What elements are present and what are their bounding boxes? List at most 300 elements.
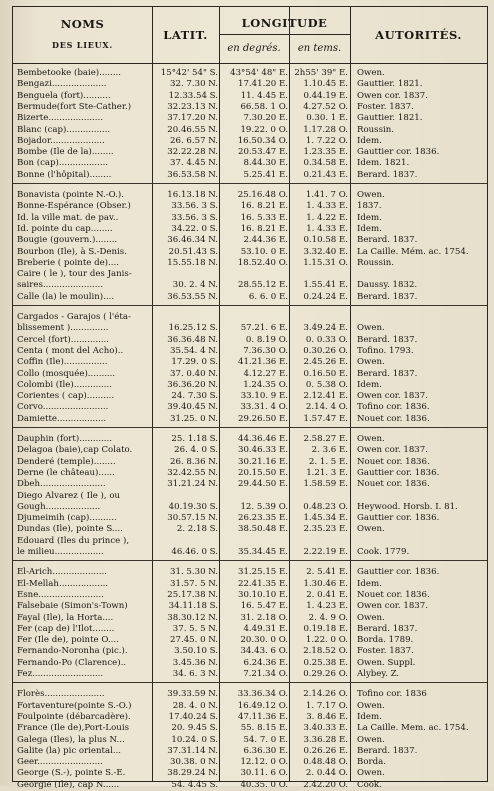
longitude-degrees: 26.23.35 E. [237, 513, 288, 524]
table-row [13, 213, 487, 224]
place-name: El-Arich.................... [17, 567, 107, 578]
latitude: 28. 4. 0 N. [172, 700, 218, 711]
latitude: 33.56. 3 S. [171, 201, 218, 212]
longitude-degrees: 20.30. 0 O. [240, 635, 288, 646]
longitude-time: 0.30.26 O. [303, 345, 348, 356]
place-name: Benguela (fort).......... [17, 90, 111, 101]
place-name: Djumeimih (cap).......... [17, 513, 117, 524]
place-name: Calle (la) le moulin).... [17, 291, 115, 302]
longitude-time: 2.58.27 E. [303, 434, 348, 444]
authority: Berard. 1837. [357, 623, 418, 634]
table-row [13, 579, 487, 590]
place-name: Bourbon (Ile), à S.-Denis. [17, 246, 127, 257]
longitude-degrees: 16.50.34 O. [237, 135, 288, 146]
longitude-time: 1.45.34 E. [303, 513, 348, 524]
place-name: Colombi (Ile).............. [17, 379, 112, 390]
latitude: 39.40.45 N. [167, 402, 218, 413]
longitude-time: 1.55.41 E. [303, 280, 348, 291]
table-row [13, 68, 487, 79]
latitude: 30.38. 0 N. [170, 757, 218, 768]
longitude-time: 1.17.28 O. [303, 124, 348, 135]
latitude: 36.36.20 N. [167, 379, 218, 390]
authority: Roussin. [357, 124, 395, 135]
latitude: 54. 4.45 S. [171, 779, 218, 790]
authority: Owen. [357, 612, 385, 623]
longitude-time: 0.48.48 O. [303, 757, 348, 768]
table-row [13, 79, 487, 90]
place-name: Fez.......................... [17, 669, 104, 679]
longitude-time: 4.27.52 O. [303, 101, 348, 112]
table-row [13, 102, 487, 113]
table-row [13, 335, 487, 346]
longitude-time: 1.21. 3 E. [306, 467, 348, 478]
place-name: Dundas (Ile), pointe S.... [17, 524, 123, 535]
longitude-time: 0.34.58 E. [303, 158, 348, 169]
latitude: 30.57.15 N. [167, 513, 218, 524]
longitude-time: 1.57.47 E. [303, 413, 348, 424]
authority: Owen cor. 1837. [357, 445, 428, 456]
place-name: El-Mellah.................. [17, 578, 109, 589]
authority: Alybey. Z. [357, 669, 400, 679]
place-name: Id. la ville mat. de pav.. [17, 212, 119, 223]
longitude-degrees: 35.34.45 E. [237, 547, 288, 557]
longitude-subheader-divider [219, 34, 350, 35]
place-name: Bizerte.................... [17, 113, 103, 124]
longitude-degrees: 40.35. 0 O. [240, 779, 288, 790]
longitude-time: 1.58.59 E. [303, 479, 348, 490]
place-name: Breberie ( pointe de).... [17, 257, 119, 268]
longitude-time: 0.30. 1 E. [306, 113, 348, 124]
longitude-time: 1.15.31 O. [303, 257, 348, 268]
longitude-degrees: 44.36.46 E. [237, 434, 288, 444]
authority: Owen cor. 1837. [357, 391, 428, 402]
latitude: 36.53.55 N. [167, 291, 218, 302]
table-row [13, 646, 487, 657]
latitude: 2. 2.18 S. [176, 524, 218, 535]
longitude-degrees: 6. 6. 0 E. [248, 291, 288, 302]
latitude: 3.50.10 S. [174, 646, 218, 657]
latitude: 15.55.18 N. [167, 257, 218, 268]
longitude-time: 1.30.46 E. [303, 578, 348, 589]
place-name: Galega (Iles), la plus N... [17, 734, 125, 745]
place-name: Coffin (Ile)................ [17, 357, 108, 368]
longitude-time: 0.29.26 O. [303, 669, 348, 679]
longitude-time: 2.35.23 E. [303, 524, 348, 535]
authority: Berard. 1837. [357, 169, 418, 180]
latitude: 34.22. 0 S. [171, 223, 218, 234]
authority: Owen cor. 1837. [357, 90, 428, 101]
table-row [13, 468, 487, 479]
longitude-degrees: 6.24.36 E. [243, 657, 288, 668]
authority: Owen. [357, 768, 385, 779]
authority: Owen. [357, 190, 385, 200]
place-name: Foulpointe (débarcadère). [17, 711, 131, 722]
longitude-degrees: 16.49.12 O. [237, 700, 288, 711]
latitude: 26. 4. 0 S. [174, 445, 218, 456]
longitude-time: 0.24.24 E. [303, 291, 348, 302]
table-row [13, 312, 487, 323]
longitude-time: 2. 4. 9 O. [308, 612, 348, 623]
table-row [13, 567, 487, 578]
longitude-time: 2. 0.41 E. [306, 589, 348, 600]
longitude-time: 2.18.52 O. [303, 646, 348, 657]
authority: Berard. 1837. [357, 368, 418, 379]
authority: Owen. [357, 323, 385, 334]
longitude-degrees: 17.41.20 E. [237, 79, 288, 90]
longitude-degrees: 25.16.48 O. [237, 190, 288, 200]
longitude-degrees: 22.41.35 E. [237, 578, 288, 589]
longitude-degrees: 16. 8.21 E. [240, 201, 288, 212]
longitude-degrees: 7.30.20 E. [243, 113, 288, 124]
latitude: 31. 5.30 N. [170, 567, 218, 578]
table-row [13, 780, 487, 791]
place-name: George (S.-), pointe S.-E. [17, 768, 126, 779]
longitude-time: 2.12.41 E. [303, 391, 348, 402]
latitude: 26. 6.57 N. [170, 135, 218, 146]
table-row [13, 125, 487, 136]
table-row [13, 590, 487, 601]
table-row [13, 258, 487, 269]
longitude-time: 2.22.19 E. [303, 547, 348, 557]
longitude-time: 0.26.26 E. [303, 745, 348, 756]
place-name: Damiette.................. [17, 413, 107, 424]
table-row [13, 280, 487, 291]
longitude-time: 2. 1. 5 E. [308, 456, 348, 467]
section-divider [13, 183, 487, 184]
latitude: 37.17.20 N. [167, 113, 218, 124]
table-row [13, 746, 487, 757]
latitude: 36.46.34 N. [167, 235, 218, 246]
latitude: 30. 2. 4 N. [172, 280, 218, 291]
table-row [13, 701, 487, 712]
header-en-tems: en tems. [297, 43, 342, 54]
authority: Tofino. 1793. [357, 345, 414, 356]
authority: Idem. [357, 578, 382, 589]
place-name: Georgie (Ile), cap N...... [17, 779, 120, 790]
authority: La Caille. Mem. ac. 1754. [357, 723, 469, 734]
longitude-time: 2.14.26 O. [303, 689, 348, 700]
table-row [13, 723, 487, 734]
place-name: Bermude(fort Ste-Cather.) [17, 101, 132, 112]
place-name: Falsebaie (Simon's-Town) [17, 601, 128, 612]
longitude-time: 2.42.20 O. [303, 779, 348, 790]
longitude-degrees: 55. 8.15 E. [240, 723, 288, 734]
table-row [13, 224, 487, 235]
place-name: Fer (Ile de), pointe O.... [17, 635, 119, 646]
longitude-time: 1. 4.23 E. [306, 601, 348, 612]
latitude: 37. 5. 5 N. [172, 623, 218, 634]
longitude-time: 0. 5.38 O. [305, 379, 348, 390]
place-name: Blanc (cap)................ [17, 124, 111, 135]
place-name: Cargados - Garajos ( l'éta- [17, 312, 131, 322]
place-name: Edouard (Iles du prince ), [17, 535, 130, 546]
longitude-time: 3.36.28 E. [303, 734, 348, 745]
place-name: Collo (mosquée).......... [17, 368, 116, 379]
table-row [13, 735, 487, 746]
longitude-degrees: 16. 8.21 E. [240, 223, 288, 234]
longitude-time: 1. 7.17 O. [305, 700, 348, 711]
table-row [13, 689, 487, 700]
longitude-time: 2.45.26 E. [303, 357, 348, 368]
longitude-degrees: 6.36.30 E. [243, 745, 288, 756]
longitude-degrees: 47.11.36 E. [237, 711, 288, 722]
longitude-degrees: 5.25.41 E. [243, 169, 288, 180]
latitude: 17.29. 0 S. [171, 357, 218, 368]
place-name: Galite (la) pic oriental... [17, 745, 122, 756]
latitude: 37. 0.40 N. [170, 368, 218, 379]
longitude-time: 3.49.24 E. [303, 323, 348, 334]
table-row [13, 524, 487, 535]
place-name: Esne........................ [17, 589, 104, 600]
authority: Gauttier cor. 1836. [357, 513, 440, 524]
table-row [13, 136, 487, 147]
table-row [13, 658, 487, 669]
latitude: 15°42' 54" S. [160, 68, 218, 78]
place-name: Id. pointe du cap........ [17, 223, 113, 234]
table-row [13, 323, 487, 334]
longitude-degrees: 66.58. 1 O. [240, 101, 288, 112]
longitude-degrees: 30.11. 6 O. [240, 768, 288, 779]
place-name: Bengazi.................... [17, 79, 107, 90]
authority: Nouet cor. 1836. [357, 589, 430, 600]
authority: Tofino cor. 1836 [357, 689, 427, 700]
longitude-degrees: 7.36.30 O. [243, 345, 288, 356]
table-row [13, 346, 487, 357]
latitude: 31.57. 5 N. [170, 578, 218, 589]
coordinates-table [12, 6, 488, 790]
latitude: 3.45.36 N. [172, 657, 218, 668]
longitude-degrees: 33.36.34 O. [237, 689, 288, 700]
latitude: 25. 1.18 S. [171, 434, 218, 444]
place-name: Bombe (Ile de la)........ [17, 147, 114, 158]
authority: Owen cor. 1837. [357, 601, 428, 612]
authority: Cook. [357, 779, 382, 790]
authority: Idem. [357, 711, 382, 722]
longitude-degrees: 54. 7. 0 E. [243, 734, 288, 745]
longitude-time: 1.22. 0 O. [305, 635, 348, 646]
longitude-degrees: 30.46.33 E. [237, 445, 288, 456]
table-row [13, 536, 487, 547]
authority: Nouet cor. 1836. [357, 413, 430, 424]
table-row [13, 391, 487, 402]
table-row [13, 402, 487, 413]
longitude-degrees: 43°54' 48" E. [230, 68, 288, 78]
place-name: Denderé (temple)........ [17, 456, 116, 467]
latitude: 16.13.18 N. [167, 190, 218, 200]
place-name: Bonne (l'hôpital)........ [17, 169, 112, 180]
header-noms: NOMS [60, 17, 105, 31]
authority: Idem. [357, 135, 382, 146]
latitude: 20.46.55 N. [167, 124, 218, 135]
latitude: 34. 6. 3 N. [172, 669, 218, 679]
longitude-time: 1.41. 7 O. [305, 190, 348, 200]
authority: Gauttier cor. 1836. [357, 567, 440, 578]
longitude-degrees: 18.52.40 O. [237, 257, 288, 268]
place-name: Dauphin (fort)............ [17, 434, 113, 444]
authority: Roussin. [357, 257, 395, 268]
longitude-time: 1. 4.22 E. [306, 212, 348, 223]
table-row [13, 547, 487, 558]
longitude-time: 3. 8.46 E. [306, 711, 348, 722]
latitude: 12.33.54 S. [168, 90, 218, 101]
place-name: Diego Alvarez ( Ile ), ou [17, 490, 121, 501]
longitude-time: 0.25.38 E. [303, 657, 348, 668]
longitude-degrees: 38.50.48 E. [237, 524, 288, 535]
table-row [13, 757, 487, 768]
place-name: Centa ( mont del Acho).. [17, 345, 124, 356]
table-row [13, 445, 487, 456]
table-row [13, 414, 487, 425]
authority: Foster. 1837. [357, 646, 414, 657]
longitude-degrees: 16. 5.33 E. [240, 212, 288, 223]
authority: Gauttier cor. 1836. [357, 467, 440, 478]
table-row [13, 247, 487, 258]
place-name: Dbeh........................ [17, 479, 106, 490]
longitude-degrees: 16. 5.47 E. [240, 601, 288, 612]
place-name: Corientes ( cap).......... [17, 391, 115, 402]
latitude: 20. 9.45 S. [171, 723, 218, 734]
table-row [13, 457, 487, 468]
longitude-degrees: 31.25.15 E. [237, 567, 288, 578]
authority: Daussy. 1832. [357, 280, 418, 291]
latitude: 39.33.59 N. [167, 689, 218, 700]
longitude-time: 0.16.50 E. [303, 368, 348, 379]
place-name: Geer........................ [17, 757, 103, 768]
authority: Idem. [357, 212, 382, 223]
header-en-degres: en degrés. [227, 43, 281, 54]
header-divider [13, 63, 487, 64]
table-row [13, 292, 487, 303]
authority: Berard. 1837. [357, 235, 418, 246]
longitude-degrees: 0. 8.19 O. [245, 334, 288, 345]
table-row [13, 269, 487, 280]
authority: Owen. [357, 700, 385, 711]
latitude: 38.29.24 N. [167, 768, 218, 779]
section-divider [13, 427, 487, 428]
longitude-time: 2. 3.6 E. [311, 445, 348, 456]
longitude-time: 1.10.45 E. [303, 79, 348, 90]
header-des-lieux: DES LIEUX. [51, 40, 114, 50]
place-name: saires...................... [17, 280, 103, 291]
longitude-degrees: 19.22. 0 O. [240, 124, 288, 135]
longitude-degrees: 41.21.36 E. [237, 357, 288, 368]
authority: Nouet cor. 1836. [357, 456, 430, 467]
longitude-time: 0. 0.33 O. [305, 334, 348, 345]
authority: Borda. 1789. [357, 635, 414, 646]
longitude-time: 2h55' 39" E. [294, 68, 348, 78]
table-row [13, 669, 487, 680]
longitude-time: 2. 5.41 E. [306, 567, 348, 578]
latitude: 37. 4.45 N. [170, 158, 218, 169]
table-row [13, 479, 487, 490]
place-name: Bojador.................... [17, 135, 105, 146]
authority: 1837. [357, 201, 382, 212]
table-row [13, 712, 487, 723]
longitude-degrees: 33.31. 4 O. [240, 402, 288, 413]
table-row [13, 158, 487, 169]
latitude: 35.54. 4 N. [170, 345, 218, 356]
table-row [13, 601, 487, 612]
longitude-degrees: 8.44.30 E. [243, 158, 288, 169]
place-name: Fayal (Ile), la Horta.... [17, 612, 114, 623]
table-row [13, 147, 487, 158]
latitude: 32.23.13 N. [167, 101, 218, 112]
place-name: Florès...................... [17, 689, 105, 700]
authority: Idem. [357, 223, 382, 234]
table-row [13, 502, 487, 513]
latitude: 31.21.24 N. [167, 479, 218, 490]
longitude-degrees: 7.21.34 O. [243, 669, 288, 679]
longitude-degrees: 11. 4.45 E. [240, 90, 288, 101]
authority: Owen. [357, 524, 385, 535]
latitude: 26. 8.36 N. [170, 456, 218, 467]
latitude: 32.42.55 N. [167, 467, 218, 478]
authority: Idem. [357, 379, 382, 390]
table-row [13, 357, 487, 368]
latitude: 24. 7.30 S. [171, 391, 218, 402]
authority: Nouet cor. 1836. [357, 479, 430, 490]
place-name: Bon (cap).................. [17, 158, 109, 169]
place-name: Fortaventure(pointe S.-O.) [17, 700, 132, 711]
authority: Berard. 1837. [357, 291, 418, 302]
longitude-degrees: 1.24.35 O. [243, 379, 288, 390]
table-row [13, 91, 487, 102]
header-autorites: AUTORITÉS. [375, 28, 462, 42]
header-longitude: LONGITUDE [241, 16, 328, 30]
table-row [13, 768, 487, 779]
authority: Cook. 1779. [357, 547, 410, 557]
latitude: 17.40.24 S. [168, 711, 218, 722]
place-name: Fernando-Po (Clarence).. [17, 657, 127, 668]
table-row [13, 201, 487, 212]
latitude: 46.46. 0 S. [171, 547, 218, 557]
table-row [13, 190, 487, 201]
longitude-time: 1. 7.22 O. [305, 135, 348, 146]
latitude: 32. 7.30 N. [170, 79, 218, 90]
longitude-degrees: 4.12.27 E. [243, 368, 288, 379]
longitude-time: 2. 0.44 O. [305, 768, 348, 779]
place-name: Corvo........................ [17, 402, 109, 413]
latitude: 31.25. 0 N. [170, 413, 218, 424]
table-row [13, 170, 487, 181]
authority: Idem. 1821. [357, 158, 410, 169]
authority: Tofino cor. 1836. [357, 402, 430, 413]
latitude: 27.45. 0 N. [170, 635, 218, 646]
longitude-degrees: 12.12. 0 O. [240, 757, 288, 768]
longitude-degrees: 33.10. 9 E. [240, 391, 288, 402]
longitude-degrees: 29.44.50 E. [237, 479, 288, 490]
longitude-time: 0.44.19 E. [303, 90, 348, 101]
longitude-degrees: 30.21.16 E. [237, 456, 288, 467]
longitude-degrees: 2.44.36 E. [243, 235, 288, 246]
table-row [13, 434, 487, 445]
latitude: 40.19.30 S. [168, 501, 218, 512]
table-row [13, 624, 487, 635]
authority: Owen. Suppl. [357, 657, 416, 668]
place-name: Gough.................... [17, 501, 101, 512]
longitude-degrees: 20.53.47 E. [237, 147, 288, 158]
longitude-time: 0.19.18 E. [303, 623, 348, 634]
longitude-degrees: 20.15.50 E. [237, 467, 288, 478]
longitude-degrees: 4.49.31 E. [243, 623, 288, 634]
section-divider [13, 560, 487, 561]
authority: Heywood. Horsb. I. 81. [357, 501, 458, 512]
authority: Owen. [357, 434, 385, 444]
longitude-time: 3.40.33 E. [303, 723, 348, 734]
longitude-degrees: 57.21. 6 E. [240, 323, 288, 334]
place-name: Cercel (fort).............. [17, 334, 110, 345]
place-name: Bonne-Espérance (Obser.) [17, 201, 131, 212]
